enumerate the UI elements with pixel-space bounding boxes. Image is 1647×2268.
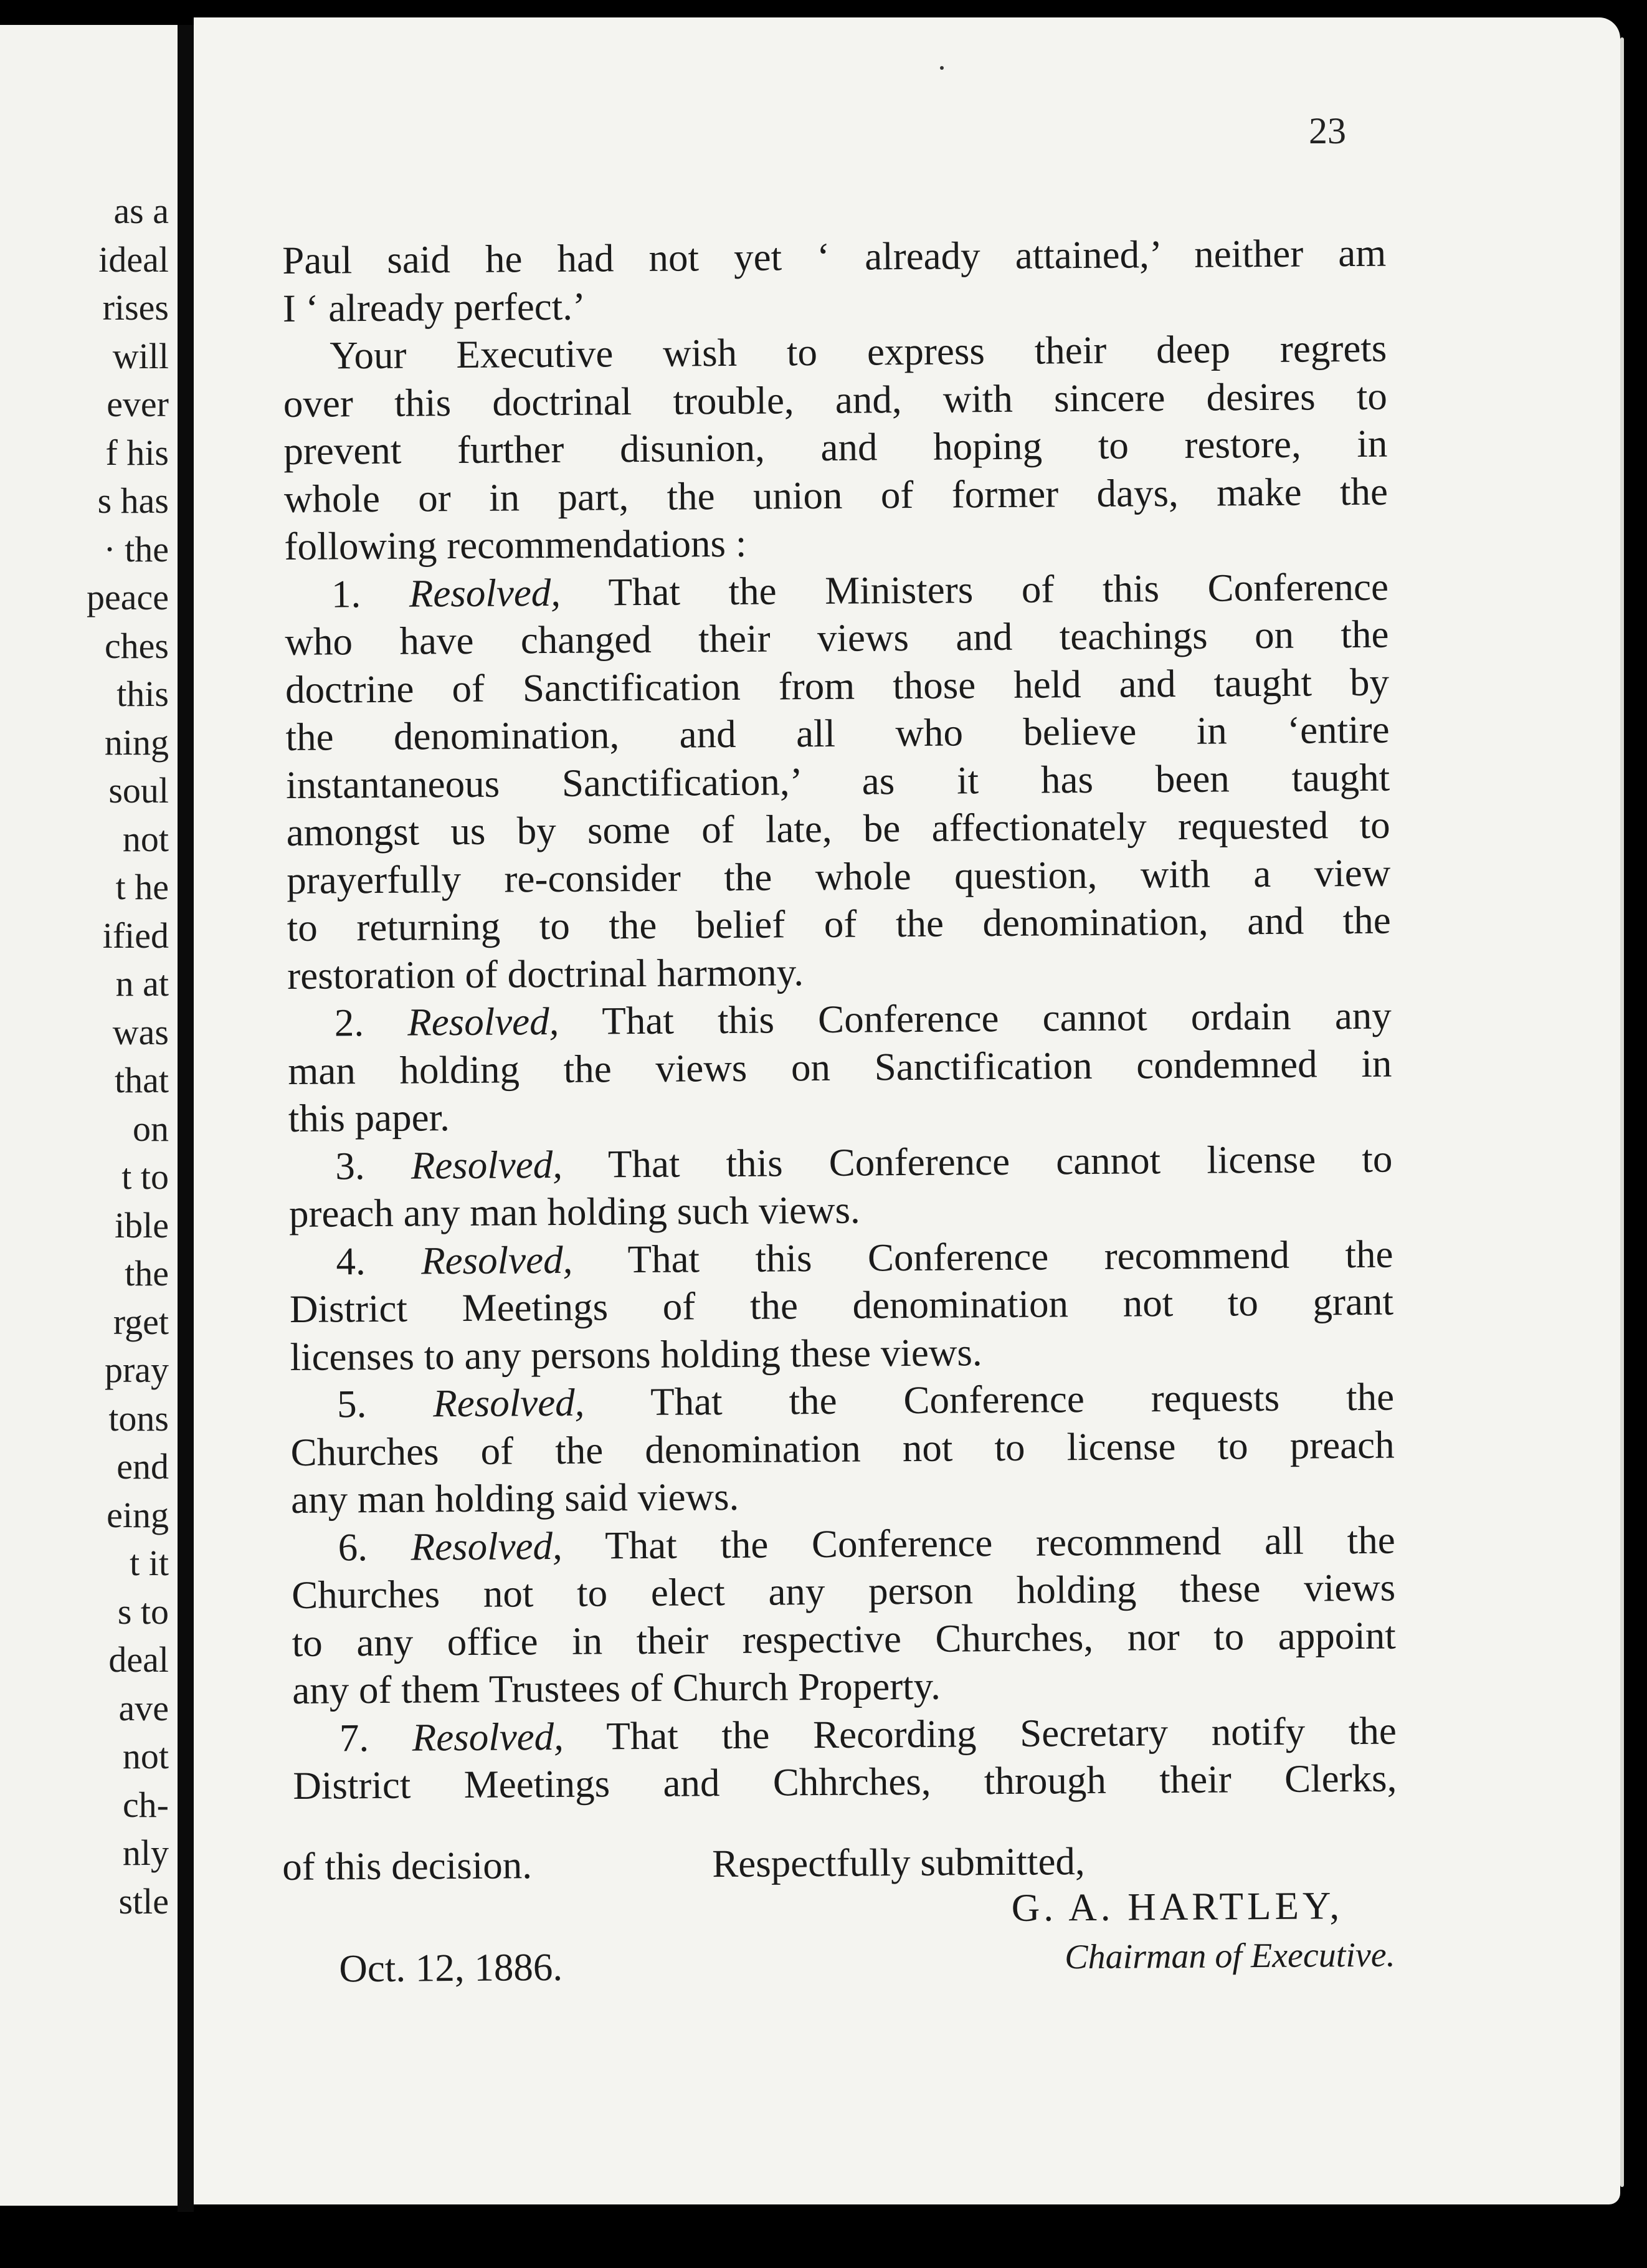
resolution-line (290, 1373, 1394, 1429)
left-page-line-fragment: rget (113, 1301, 169, 1342)
page-number: 23 (1309, 110, 1346, 151)
resolution-line: to returning to the belief of the denomination, and the (287, 898, 1391, 950)
left-page-line-fragment: was (112, 1011, 169, 1052)
left-page-line-fragment: that (115, 1060, 169, 1100)
resolution-line (291, 1516, 1395, 1571)
resolution-number: 1. (331, 571, 361, 616)
left-page-line-fragment: nly (122, 1832, 169, 1873)
left-page-line-fragment: s has (97, 480, 169, 521)
resolved-word: Resolved, (420, 1237, 573, 1282)
submitted-line: Respectfully submitted, (711, 1839, 1085, 1886)
resolution-line (285, 563, 1388, 618)
left-page-line-fragment: ible (115, 1204, 169, 1246)
resolution-line: this paper. (288, 1095, 450, 1140)
resolution-line: prayerfully re-consider the whole question, with a view (286, 850, 1391, 902)
resolution-text: That this Conference cannot ordain any (602, 993, 1392, 1043)
left-page-line-fragment: not (122, 1736, 169, 1776)
left-page-line-fragment: ch- (122, 1784, 169, 1825)
resolution-text: That the Ministers of this Conference (608, 565, 1389, 614)
book-page (194, 17, 1620, 2204)
left-page-line-fragment: pray (104, 1350, 169, 1390)
resolved-word: Resolved, (409, 570, 561, 616)
left-page-line-fragment: rises (102, 287, 169, 328)
resolution-line (293, 1707, 1397, 1762)
resolution-line: District Meetings of the denomination not to grant (289, 1279, 1394, 1331)
paper-speck (940, 66, 944, 70)
executive-paragraph-line: whole or in part, the union of former days, make the (283, 469, 1388, 521)
left-page-line-fragment: · the (103, 528, 169, 569)
resolution-line: doctrine of Sanctification from those held and taught by (285, 660, 1390, 712)
resolution-line: instantaneous Sanctification,’ as it has been taught (285, 755, 1390, 807)
resolution-line: Churches not to elect any person holding these views (291, 1565, 1396, 1617)
left-page-line-fragment: on (133, 1108, 169, 1149)
resolution-text: That the Conference recommend all the (605, 1518, 1395, 1567)
page-edge-shadow (1620, 37, 1624, 2187)
left-page-line-fragment: deal (108, 1639, 169, 1680)
left-page-line-fragment: ning (104, 722, 169, 763)
resolution-line: man holding the views on Sanctification condemned in (288, 1041, 1392, 1093)
resolution-line: District Meetings and Chhrches, through their Clerks, (293, 1756, 1397, 1808)
executive-paragraph-line: over this doctrinal trouble, and, with sincere desires to (283, 374, 1388, 426)
resolution-line: any man holding said views. (290, 1474, 739, 1522)
closing-final-line: of this decision. (282, 1843, 533, 1889)
resolution-number: 2. (334, 1001, 364, 1045)
executive-paragraph-line: prevent further disunion, and hoping to restore, in (283, 421, 1388, 473)
left-page-line-fragment: peace (87, 577, 169, 617)
resolution-line (288, 1135, 1392, 1190)
resolution-text: That this Conference recommend the (627, 1232, 1393, 1281)
resolution-line: licenses to any persons holding these views. (290, 1330, 982, 1379)
resolved-word: Resolved, (433, 1380, 585, 1426)
resolution-number: 5. (336, 1382, 367, 1426)
book-spine (178, 25, 194, 2212)
resolution-text: That the Recording Secretary notify the (606, 1708, 1397, 1758)
resolution-line: the denomination, and all who believe in ‘entire (285, 707, 1390, 759)
resolution-line: who have changed their views and teachings on the (285, 612, 1389, 664)
left-page-line-fragment: will (112, 335, 169, 376)
left-page-line-fragment: ches (104, 625, 169, 666)
left-page-line-fragment: s to (117, 1591, 169, 1632)
signatory-title: Chairman of Executive. (1065, 1935, 1395, 1977)
resolution-number: 6. (338, 1525, 368, 1569)
left-page-line-fragment: ideal (98, 239, 169, 280)
resolution-number: 4. (336, 1239, 366, 1283)
left-page-line-fragment: as a (113, 191, 169, 231)
resolution-line (288, 992, 1392, 1047)
resolution-line: Churches of the denomination not to license to preach (290, 1422, 1395, 1474)
resolution-line (289, 1230, 1393, 1285)
left-page-line-fragment: eing (107, 1494, 169, 1535)
resolution-text: That the Conference requests the (650, 1375, 1395, 1424)
resolution-number: 7. (339, 1715, 369, 1760)
resolution-text: That this Conference cannot license to (607, 1136, 1393, 1186)
continued-paragraph-line: Paul said he had not yet ‘ already attained,’ neither am (282, 231, 1387, 282)
resolution-line: any of them Trustees of Church Property. (292, 1664, 941, 1712)
resolved-word: Resolved, (411, 1142, 563, 1188)
left-page-line-fragment: t he (115, 867, 169, 907)
document-date: Oct. 12, 1886. (339, 1945, 563, 1991)
left-page-line-fragment: stle (118, 1880, 169, 1922)
left-page-line-fragment: end (116, 1446, 169, 1487)
resolution-number: 3. (335, 1143, 365, 1188)
left-page-line-fragment: this (116, 674, 169, 714)
left-page-line-fragment: n at (115, 963, 169, 1004)
resolved-word: Resolved, (407, 999, 559, 1044)
resolution-line: restoration of doctrinal harmony. (287, 950, 804, 998)
left-page-line-fragment: soul (108, 770, 169, 811)
left-page-line-fragment: ave (118, 1687, 169, 1728)
resolution-line: amongst us by some of late, be affectionately requested to (286, 803, 1390, 854)
resolution-line: to any office in their respective Churches, nor to appoint (292, 1613, 1396, 1665)
resolution-line: preach any man holding such views. (288, 1188, 860, 1236)
signatory-name: G. A. HARTLEY, (1011, 1884, 1344, 1930)
left-page-line-fragment: t it (130, 1543, 169, 1583)
left-page-line-fragment: t to (121, 1156, 169, 1197)
resolved-word: Resolved, (412, 1714, 564, 1760)
closing-block (282, 1836, 1405, 2006)
left-page-line-fragment: the (125, 1253, 169, 1294)
continued-paragraph-line: I ‘ already perfect.’ (282, 284, 586, 330)
left-page-line-fragment: ever (107, 384, 169, 424)
left-page-line-fragment: f his (105, 432, 169, 473)
previous-page-edge (0, 25, 178, 2206)
resolved-word: Resolved, (411, 1523, 562, 1569)
left-page-line-fragment: ified (102, 915, 169, 956)
executive-paragraph-line: following recommendations : (284, 521, 747, 568)
page-body-text (282, 229, 1397, 1810)
executive-paragraph-line: Your Executive wish to express their deep regrets (330, 326, 1387, 378)
left-page-line-fragment: tons (108, 1398, 169, 1439)
left-page-line-fragment: not (122, 818, 169, 859)
